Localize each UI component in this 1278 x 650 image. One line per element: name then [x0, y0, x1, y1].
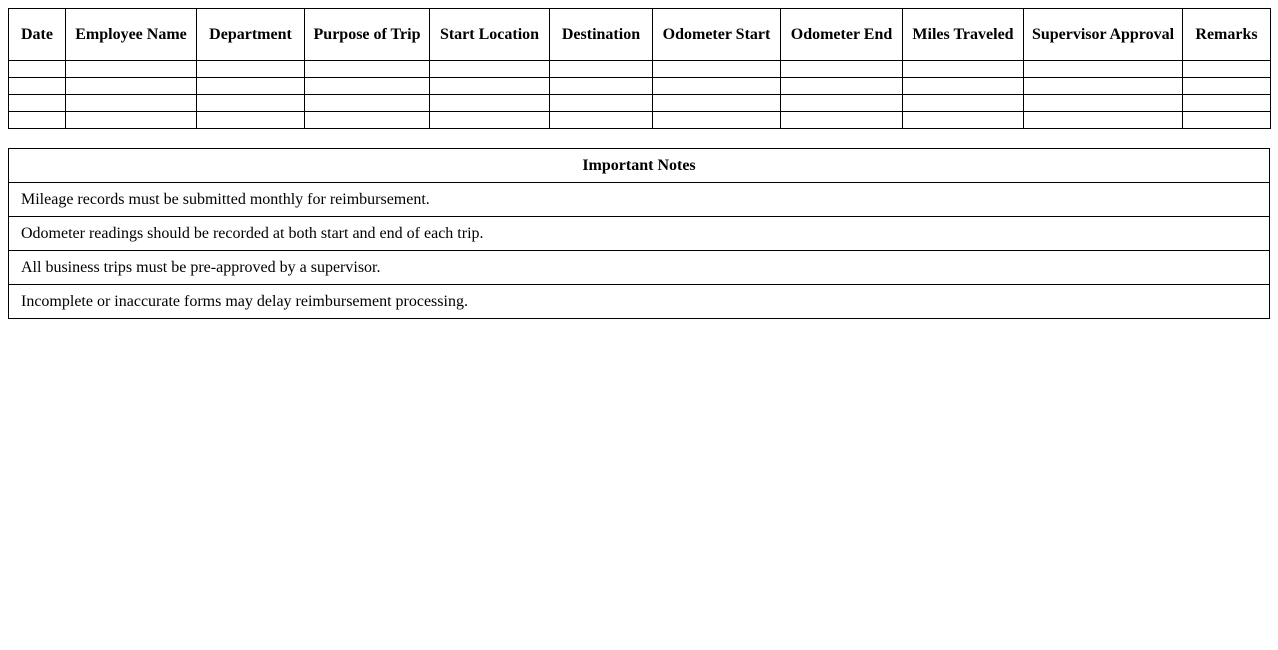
- cell-destination[interactable]: [550, 112, 653, 129]
- cell-employee-name[interactable]: [66, 61, 197, 78]
- cell-odometer-start[interactable]: [653, 112, 781, 129]
- note-item: Incomplete or inaccurate forms may delay reimbursement processing.: [9, 285, 1270, 319]
- note-item: Mileage records must be submitted monthly for reimbursement.: [9, 183, 1270, 217]
- notes-header-row: [9, 149, 1270, 183]
- table-row: [9, 78, 1271, 95]
- cell-date[interactable]: [9, 95, 66, 112]
- cell-supervisor-approval[interactable]: [1024, 112, 1183, 129]
- header-purpose-of-trip: Purpose of Trip: [305, 9, 430, 61]
- cell-remarks[interactable]: [1183, 61, 1271, 78]
- cell-purpose-of-trip[interactable]: [305, 95, 430, 112]
- table-header-row: [9, 9, 1271, 61]
- header-start-location: Start Location: [430, 9, 550, 61]
- cell-destination[interactable]: [550, 78, 653, 95]
- cell-miles-traveled[interactable]: [903, 78, 1024, 95]
- cell-odometer-start[interactable]: [653, 95, 781, 112]
- table-row: [9, 95, 1271, 112]
- cell-odometer-start[interactable]: [653, 78, 781, 95]
- cell-employee-name[interactable]: [66, 78, 197, 95]
- table-body: [9, 61, 1271, 129]
- cell-purpose-of-trip[interactable]: [305, 78, 430, 95]
- cell-miles-traveled[interactable]: [903, 112, 1024, 129]
- cell-date[interactable]: [9, 78, 66, 95]
- header-remarks: Remarks: [1183, 9, 1271, 61]
- note-row: [9, 183, 1270, 217]
- cell-department[interactable]: [197, 61, 305, 78]
- cell-remarks[interactable]: [1183, 78, 1271, 95]
- cell-supervisor-approval[interactable]: [1024, 61, 1183, 78]
- cell-employee-name[interactable]: [66, 112, 197, 129]
- header-employee-name: Employee Name: [66, 9, 197, 61]
- notes-title: Important Notes: [9, 149, 1270, 183]
- cell-purpose-of-trip[interactable]: [305, 61, 430, 78]
- cell-remarks[interactable]: [1183, 95, 1271, 112]
- note-item: All business trips must be pre-approved by a supervisor.: [9, 251, 1270, 285]
- cell-start-location[interactable]: [430, 61, 550, 78]
- header-odometer-end: Odometer End: [781, 9, 903, 61]
- note-item: Odometer readings should be recorded at both start and end of each trip.: [9, 217, 1270, 251]
- important-notes-table: [8, 148, 1270, 319]
- cell-odometer-end[interactable]: [781, 112, 903, 129]
- cell-miles-traveled[interactable]: [903, 95, 1024, 112]
- header-supervisor-approval: Supervisor Approval: [1024, 9, 1183, 61]
- header-destination: Destination: [550, 9, 653, 61]
- cell-start-location[interactable]: [430, 95, 550, 112]
- cell-start-location[interactable]: [430, 112, 550, 129]
- cell-date[interactable]: [9, 61, 66, 78]
- cell-department[interactable]: [197, 78, 305, 95]
- table-row: [9, 112, 1271, 129]
- table-row: [9, 61, 1271, 78]
- cell-purpose-of-trip[interactable]: [305, 112, 430, 129]
- cell-odometer-end[interactable]: [781, 78, 903, 95]
- cell-supervisor-approval[interactable]: [1024, 78, 1183, 95]
- cell-destination[interactable]: [550, 61, 653, 78]
- cell-department[interactable]: [197, 112, 305, 129]
- cell-destination[interactable]: [550, 95, 653, 112]
- cell-start-location[interactable]: [430, 78, 550, 95]
- mileage-log-table: [8, 8, 1271, 129]
- header-department: Department: [197, 9, 305, 61]
- cell-odometer-end[interactable]: [781, 61, 903, 78]
- cell-employee-name[interactable]: [66, 95, 197, 112]
- cell-odometer-start[interactable]: [653, 61, 781, 78]
- cell-department[interactable]: [197, 95, 305, 112]
- note-row: [9, 217, 1270, 251]
- cell-miles-traveled[interactable]: [903, 61, 1024, 78]
- note-row: [9, 251, 1270, 285]
- header-date: Date: [9, 9, 66, 61]
- header-odometer-start: Odometer Start: [653, 9, 781, 61]
- cell-supervisor-approval[interactable]: [1024, 95, 1183, 112]
- cell-date[interactable]: [9, 112, 66, 129]
- note-row: [9, 285, 1270, 319]
- header-miles-traveled: Miles Traveled: [903, 9, 1024, 61]
- cell-odometer-end[interactable]: [781, 95, 903, 112]
- cell-remarks[interactable]: [1183, 112, 1271, 129]
